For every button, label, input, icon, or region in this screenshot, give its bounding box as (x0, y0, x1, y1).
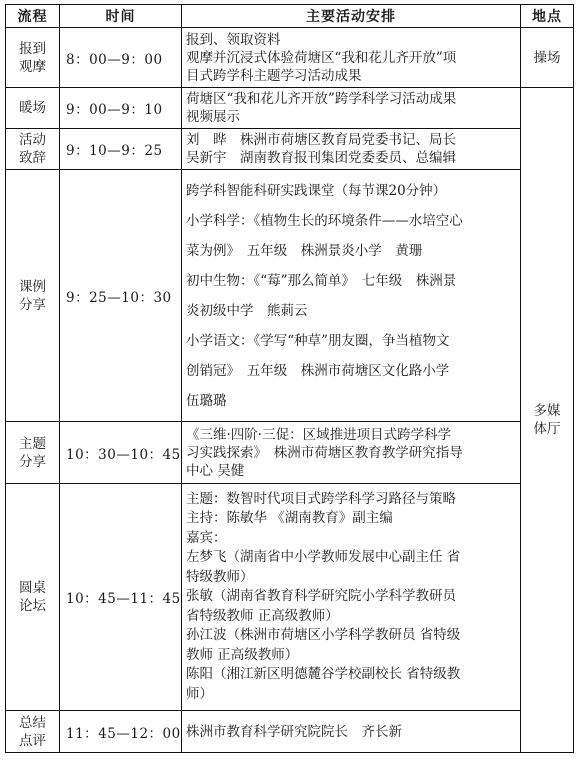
table-row (6, 484, 574, 711)
process-cell: 暖场 (6, 88, 60, 129)
location-text: 多媒 (533, 403, 561, 419)
activity-text: 视频展示 (186, 109, 240, 125)
header-activities: 主要活动安排 (182, 5, 521, 28)
process-cell (6, 170, 60, 422)
activity-text: 刘 晔 株洲市荷塘区教育局党委书记、局长 (186, 132, 456, 148)
table-row (6, 422, 574, 484)
activity-text: 孙江波（株洲市荷塘区小学科学教研员 省特级 (186, 627, 461, 644)
activity-text: 嘉宾： (186, 529, 227, 546)
activity-text: 小学科学：《植物生长的环境条件——水培空心 (186, 212, 463, 229)
process-text: 主题 (19, 435, 46, 452)
time-cell: 10：45—11：45 (60, 484, 182, 711)
time-cell: 9：00—9：10 (60, 88, 182, 129)
table-row (6, 170, 574, 422)
time-cell: 11：45—12：00 (60, 711, 182, 753)
process-cell (6, 129, 60, 170)
activity-text: 教师 正高级教师） (186, 646, 299, 663)
activity-text: 目式跨学科主题学习活动成果 (186, 67, 362, 84)
activity-text: 伍璐璐 (186, 392, 227, 409)
process-text: 点评 (19, 732, 46, 749)
location-cell: 操场 (521, 28, 574, 88)
activity-text: 吴新宇 湖南教育报刊集团党委委员、总编辑 (186, 150, 456, 166)
process-text: 致辞 (19, 150, 46, 166)
header-time: 时间 (60, 5, 182, 28)
time-cell: 9：10—9：25 (60, 129, 182, 170)
activity-text: 《三维·四阶·三促：区域推进项目式跨学科学 (186, 426, 452, 443)
process-cell (6, 28, 60, 88)
activity-cell (182, 129, 521, 170)
activity-text: 初中生物：《“莓”那么简单》 七年级 株洲景 (186, 272, 457, 289)
process-text: 分享 (19, 296, 46, 313)
schedule-table (5, 4, 574, 753)
process-text: 论坛 (19, 598, 46, 614)
process-cell (6, 422, 60, 484)
activity-cell (182, 170, 521, 422)
process-text: 圆桌 (19, 580, 46, 596)
activity-cell (182, 28, 521, 88)
process-text: 分享 (19, 453, 46, 470)
process-cell (6, 711, 60, 753)
process-cell (6, 484, 60, 711)
location-text: 体厅 (533, 421, 561, 437)
activity-text: 荷塘区“我和花儿齐开放”跨学科学习活动成果 (186, 91, 457, 107)
activity-text: 观摩并沉浸式体验荷塘区“我和花儿齐开放”项 (186, 49, 457, 66)
process-text: 报到 (19, 40, 46, 57)
process-text: 总结 (19, 714, 46, 731)
activity-text: 张敏（湖南省教育科学研究院小学科学教研员 (186, 588, 456, 605)
process-text: 课例 (19, 278, 46, 295)
location-cell-merged (521, 88, 574, 753)
table-row (6, 711, 574, 753)
activity-cell (182, 422, 521, 484)
time-cell: 9：25—10：30 (60, 170, 182, 422)
activity-text: 小学语文：《学写“种草”朋友圈，争当植物文 (186, 332, 450, 349)
schedule-wrapper (5, 4, 574, 753)
header-process: 流程 (6, 5, 60, 28)
activity-text: 创销冠》 五年级 株洲市荷塘区文化路小学 (186, 362, 450, 379)
activity-text: 省特级教师 正高级教师） (186, 607, 339, 624)
activity-text: 炎初级中学 熊莿云 (186, 302, 308, 319)
activity-text: 跨学科智能科研实践课堂（每节课20分钟） (186, 182, 447, 199)
activity-text: 主题：数智时代项目式跨学科学习路径与策略 (186, 490, 456, 507)
time-cell: 8：00—9：00 (60, 28, 182, 88)
activity-cell (182, 88, 521, 129)
activity-text: 特级教师） (186, 568, 254, 585)
activity-text: 报到、领取资料 (186, 31, 281, 48)
table-row (6, 28, 574, 88)
activity-text: 中心 吴健 (186, 462, 245, 479)
activity-text: 习实践探索》 株洲市荷塘区教育教学研究指导 (186, 444, 463, 461)
table-row (6, 88, 574, 129)
activity-text: 师） (186, 685, 213, 702)
activity-text: 陈阳（湘江新区明德麓谷学校副校长 省特级教 (186, 666, 461, 683)
activity-cell (182, 711, 521, 753)
header-row (6, 5, 574, 28)
time-cell: 10：30—10：45 (60, 422, 182, 484)
activity-text: 主持：陈敏华 《湖南教育》副主编 (186, 510, 393, 527)
activity-text: 株洲市教育科学研究院院长 齐长新 (186, 723, 402, 740)
activity-cell (182, 484, 521, 711)
table-row (6, 129, 574, 170)
process-text: 观摩 (19, 58, 46, 75)
activity-text: 左梦飞（湖南省中小学教师发展中心副主任 省 (186, 549, 461, 566)
header-location: 地点 (521, 5, 574, 28)
process-text: 活动 (19, 132, 46, 148)
activity-text: 菜为例》 五年级 株洲景炎小学 黄珊 (186, 242, 423, 259)
